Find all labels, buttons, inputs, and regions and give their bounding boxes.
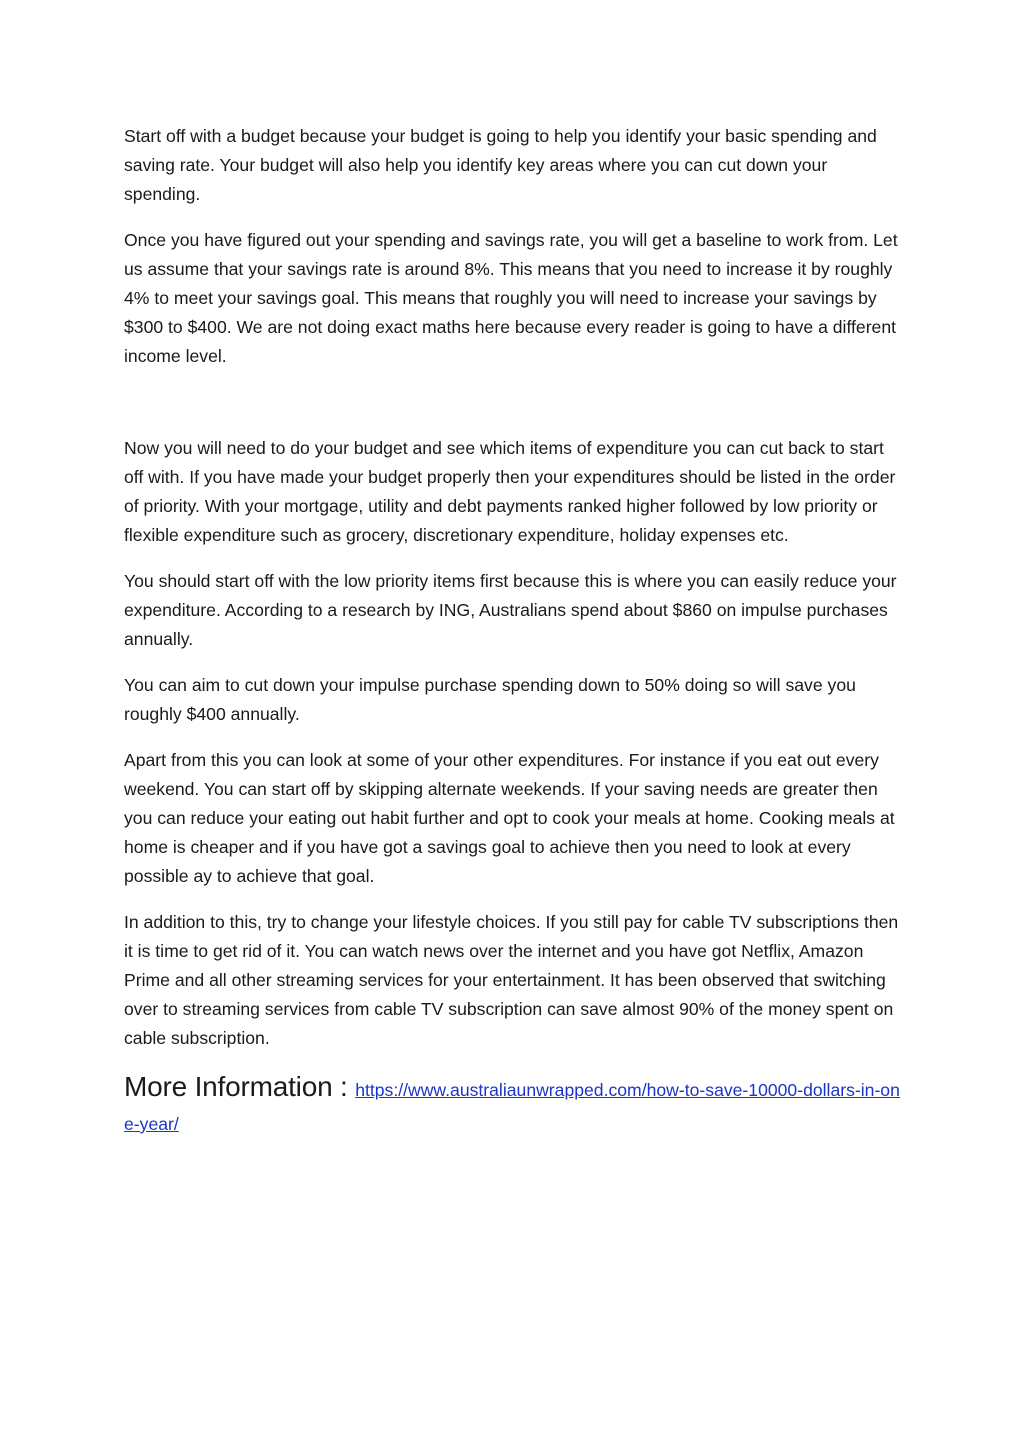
more-information-line <box>124 1070 900 1141</box>
more-information-label: More Information : <box>124 1071 356 1102</box>
paragraph-savings-rate: Once you have figured out your spending and savings rate, you will get a baseline to work from. Let us assume that your savings rate is around 8%. This means that you need to increase it by roughly 4% to meet your savings goal. This means that roughly you will need to increase your savings by $300 to $400. We are not doing exact maths here because every reader is going to have a different income level. <box>124 230 898 366</box>
document-body <box>124 122 900 1141</box>
paragraph-other-expenditures: Apart from this you can look at some of your other expenditures. For instance if you eat out every weekend. You can start off by skipping alternate weekends. If your saving needs are greater then you can reduce your eating out habit further and opt to cook your meals at home. Cooking meals at home is cheaper and if you have got a savings goal to achieve then you need to look at every possible ay to achieve that goal. <box>124 750 895 886</box>
paragraph-budget-intro: Start off with a budget because your budget is going to help you identify your basic spending and saving rate. Your budget will also help you identify key areas where you can cut down your spending. <box>124 126 877 204</box>
paragraph-low-priority-items: You should start off with the low priority items first because this is where you can easily reduce your expenditure. According to a research by ING, Australians spend about $860 on impulse purchases annually. <box>124 571 897 649</box>
paragraph-expenditure-priority: Now you will need to do your budget and see which items of expenditure you can cut back to start off with. If you have made your budget properly then your expenditures should be listed in the order of priority. With your mortgage, utility and debt payments ranked higher followed by low priority or flexible expenditure such as grocery, discretionary expenditure, holiday expenses etc. <box>124 438 896 545</box>
paragraph-lifestyle-choices: In addition to this, try to change your lifestyle choices. If you still pay for cable TV subscriptions then it is time to get rid of it. You can watch news over the internet and you have got Netflix, Amazon Prime and all other streaming services for your entertainment. It has been observed that switching over to streaming services from cable TV subscription can save almost 90% of the money spent on cable subscription. <box>124 912 899 1048</box>
paragraph-impulse-purchases: You can aim to cut down your impulse purchase spending down to 50% doing so will save you roughly $400 annually. <box>124 675 856 724</box>
more-information-link[interactable]: https://www.australiaunwrapped.com/how-to-save-10000-dollars-in-one-year/ <box>124 1080 900 1134</box>
